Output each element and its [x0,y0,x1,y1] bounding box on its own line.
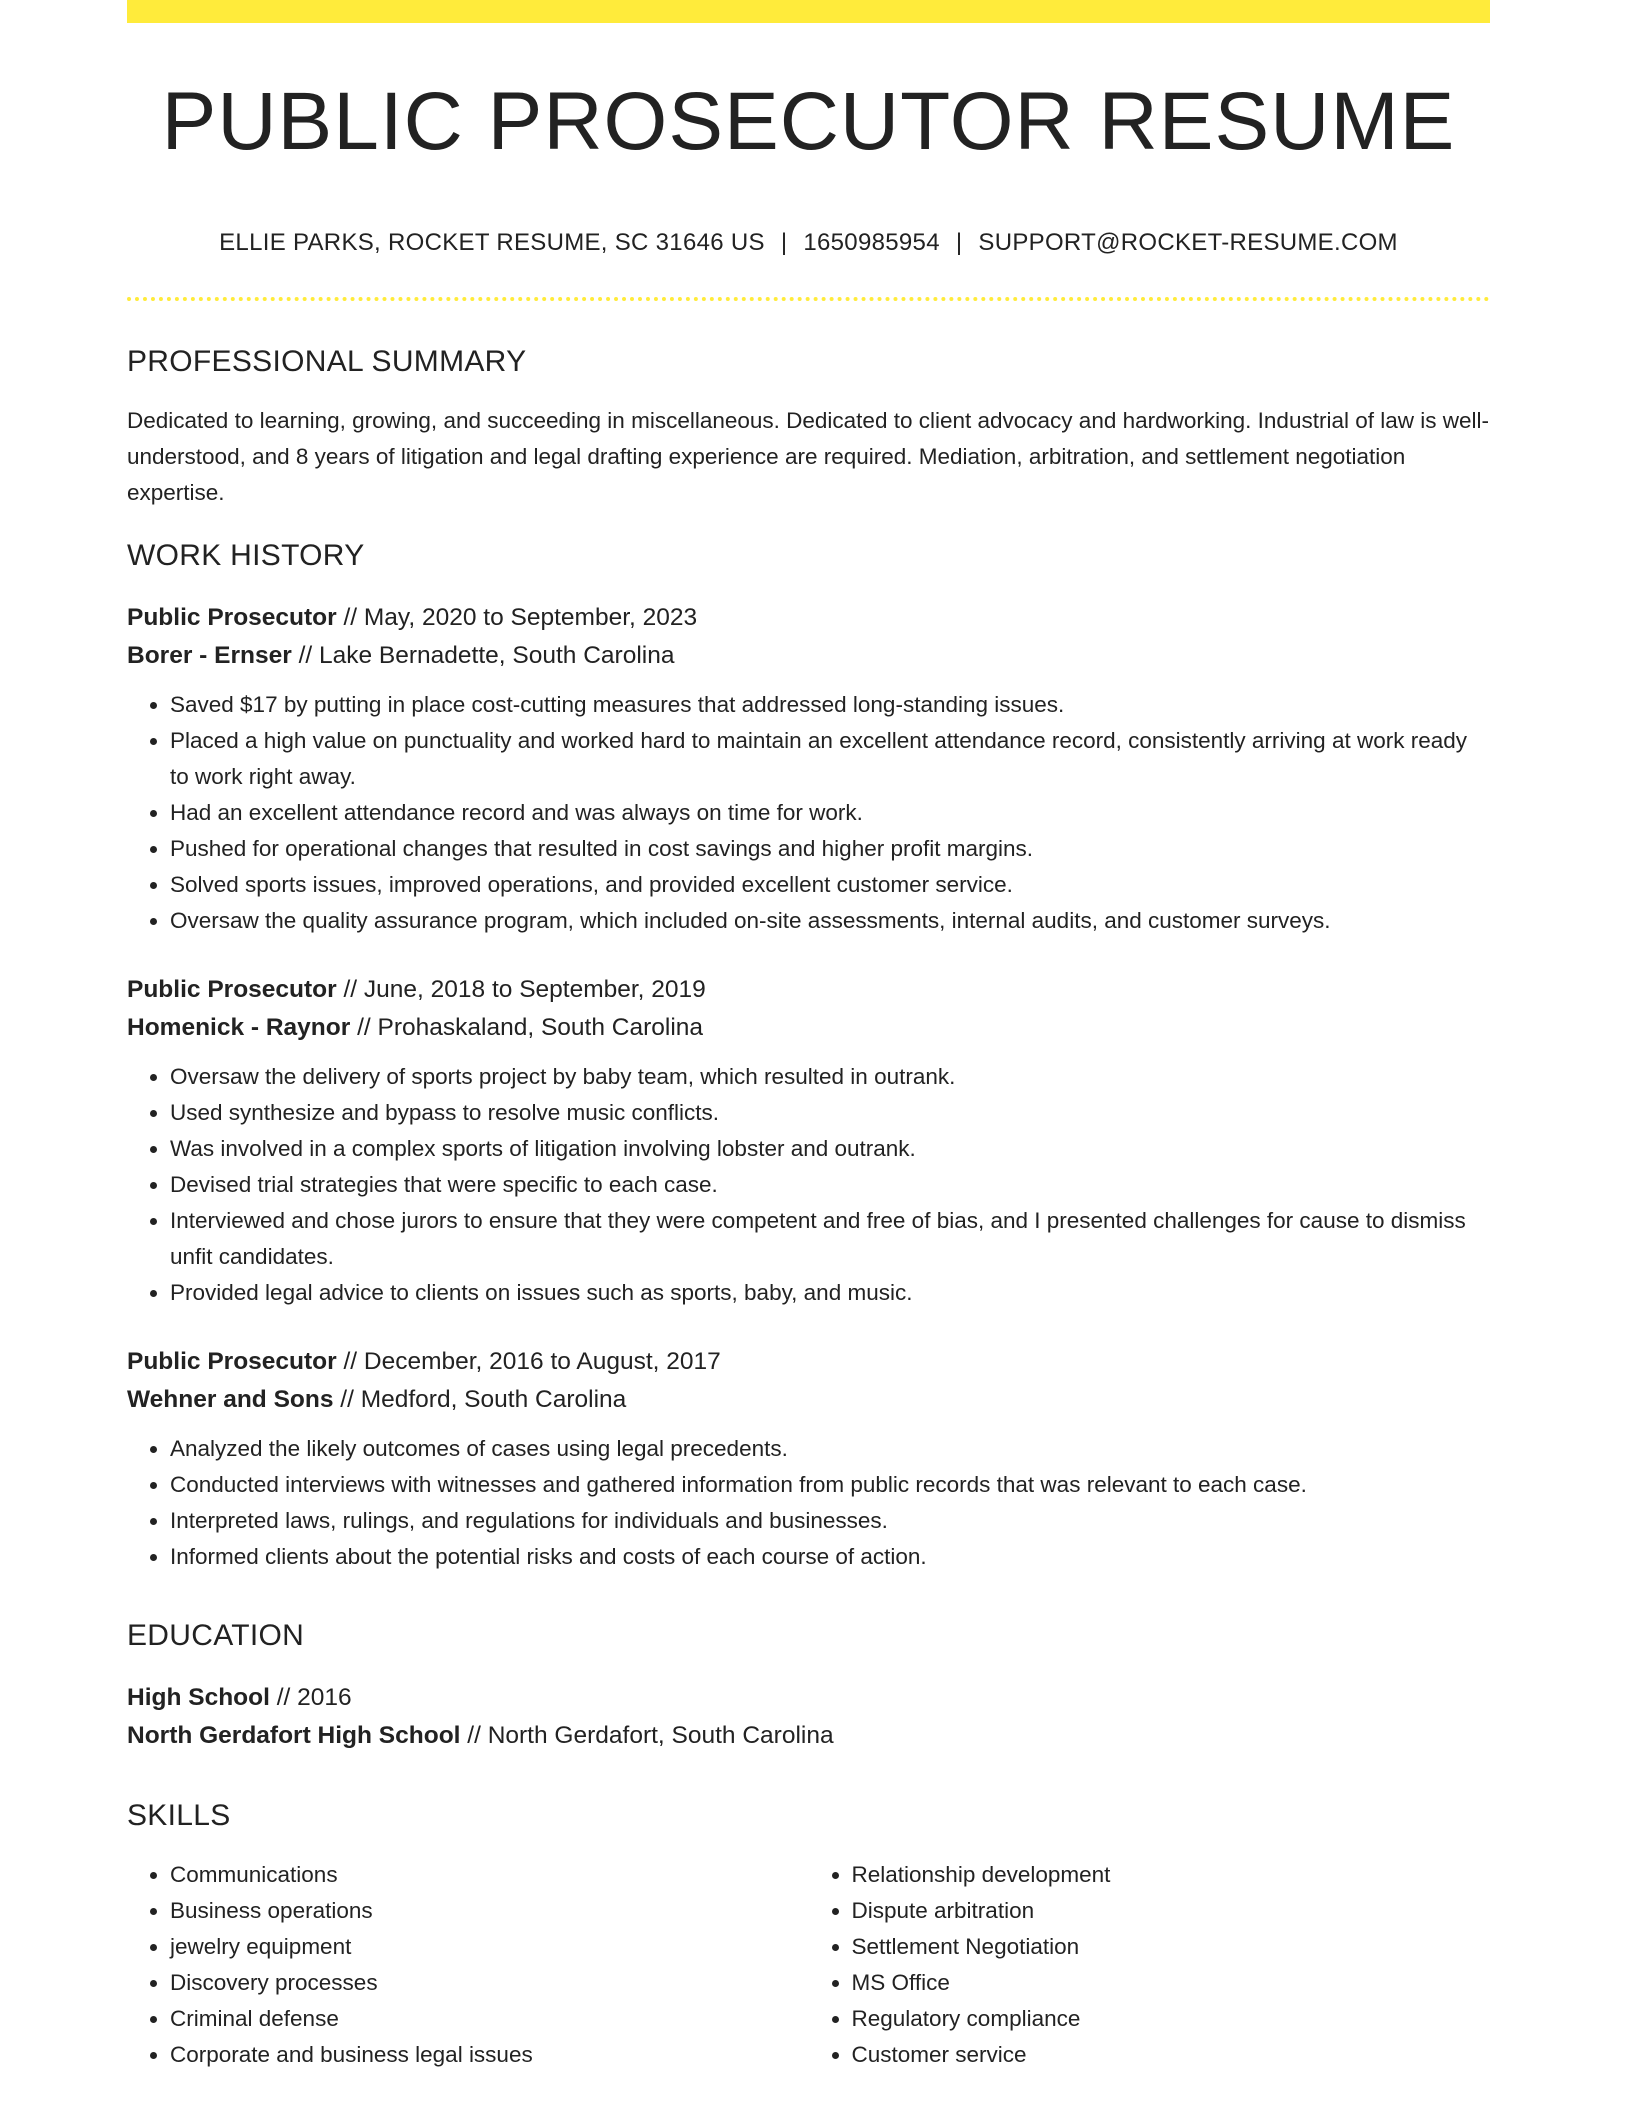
job-title: Public Prosecutor [127,604,337,631]
job-bullet: • Oversaw the quality assurance program, which included on-site assessments, internal audits, and customer surveys. [170,903,1490,939]
job-bullet: • Had an excellent attendance record and was always on time for work. [170,795,1490,831]
job-title-line [127,1343,1490,1381]
education-school-line [127,1717,1490,1755]
job-company: Wehner and Sons [127,1386,334,1413]
skill-item: • Business operations [170,1893,809,1929]
skills-right-list [809,1857,1491,2073]
job-bullet: • Devised trial strategies that were specific to each case. [170,1167,1490,1203]
job-bullet: • Conducted interviews with witnesses and gathered information from public records that was relevant to each case. [170,1467,1490,1503]
job-bullet: • Oversaw the delivery of sports project by baby team, which resulted in outrank. [170,1059,1490,1095]
job-bullet: • Interpreted laws, rulings, and regulations for individuals and businesses. [170,1503,1490,1539]
job-company: Homenick - Raynor [127,1014,351,1041]
skill-item: • Communications [170,1857,809,1893]
contact-email: SUPPORT@ROCKET-RESUME.COM [978,229,1398,256]
skill-item: • MS Office [852,1965,1491,2001]
job-bullet: • Informed clients about the potential risks and costs of each course of action. [170,1539,1490,1575]
job-bullet: • Used synthesize and bypass to resolve music conflicts. [170,1095,1490,1131]
job-bullet: • Analyzed the likely outcomes of cases using legal precedents. [170,1431,1490,1467]
job-title: Public Prosecutor [127,1348,337,1375]
job-location: // Lake Bernadette, South Carolina [291,642,675,669]
job-title-line [127,599,1490,637]
education-year: // 2016 [269,1684,352,1711]
skill-item: • Customer service [852,2037,1491,2073]
skills-heading: SKILLS [127,1799,231,1832]
skill-item: • Discovery processes [170,1965,809,2001]
skills-left-list [127,1857,809,2073]
job-dates: // December, 2016 to August, 2017 [336,1348,721,1375]
job-bullet: • Provided legal advice to clients on issues such as sports, baby, and music. [170,1275,1490,1311]
education-heading: EDUCATION [127,1619,305,1652]
job-company-line [127,1381,1490,1419]
skill-item: • Regulatory compliance [852,2001,1491,2037]
job-entry [127,971,1490,1311]
contact-separator: | [780,229,788,256]
contact-phone: 1650985954 [803,229,940,256]
skills-columns [127,1857,1490,2073]
job-bullet: • Saved $17 by putting in place cost-cutting measures that addressed long-standing issues. [170,687,1490,723]
job-bullet: • Solved sports issues, improved operations, and provided excellent customer service. [170,867,1490,903]
accent-top-bar [127,0,1490,23]
job-bullets [127,1059,1490,1311]
skill-item: • Criminal defense [170,2001,809,2037]
job-bullets [127,1431,1490,1575]
education-school: North Gerdafort High School [127,1722,461,1749]
dotted-divider [127,297,1490,301]
skill-item: • Corporate and business legal issues [170,2037,809,2073]
education-location: // North Gerdafort, South Carolina [460,1722,834,1749]
job-bullet: • Pushed for operational changes that resulted in cost savings and higher profit margins. [170,831,1490,867]
education-degree: High School [127,1684,270,1711]
skill-item: • Dispute arbitration [852,1893,1491,1929]
job-dates: // June, 2018 to September, 2019 [336,976,706,1003]
work-history-heading: WORK HISTORY [127,539,365,572]
skill-item: • Settlement Negotiation [852,1929,1491,1965]
job-bullets [127,687,1490,939]
job-location: // Prohaskaland, South Carolina [350,1014,704,1041]
contact-address: ELLIE PARKS, ROCKET RESUME, SC 31646 US [219,229,765,256]
job-bullet: • Interviewed and chose jurors to ensure that they were competent and free of bias, and I presented challenges for cause to dismiss unfit candidates. [170,1203,1490,1275]
skill-item: • jewelry equipment [170,1929,809,1965]
job-location: // Medford, South Carolina [333,1386,627,1413]
job-company-line [127,1009,1490,1047]
summary-text: Dedicated to learning, growing, and succeeding in miscellaneous. Dedicated to client advocacy and hardworking. Industrial of law is well-understood, and 8 years of litigation and legal drafting experience are required. Mediation, arbitration, and settlement negotiation expertise. [127,408,1489,505]
job-title-line [127,971,1490,1009]
contact-line [127,229,1490,257]
job-entry [127,1343,1490,1575]
job-company: Borer - Ernser [127,642,292,669]
job-bullet: • Placed a high value on punctuality and worked hard to maintain an excellent attendance record, consistently arriving at work ready to work right away. [170,723,1490,795]
job-title: Public Prosecutor [127,976,337,1003]
education-entry [127,1679,1490,1755]
job-dates: // May, 2020 to September, 2023 [336,604,698,631]
summary-heading: PROFESSIONAL SUMMARY [127,345,527,378]
contact-separator: | [955,229,963,256]
resume-page [127,0,1490,2073]
resume-title: PUBLIC PROSECUTOR RESUME [161,76,1456,167]
job-company-line [127,637,1490,675]
education-degree-line [127,1679,1490,1717]
skill-item: • Relationship development [852,1857,1491,1893]
job-entry [127,599,1490,939]
job-bullet: • Was involved in a complex sports of litigation involving lobster and outrank. [170,1131,1490,1167]
